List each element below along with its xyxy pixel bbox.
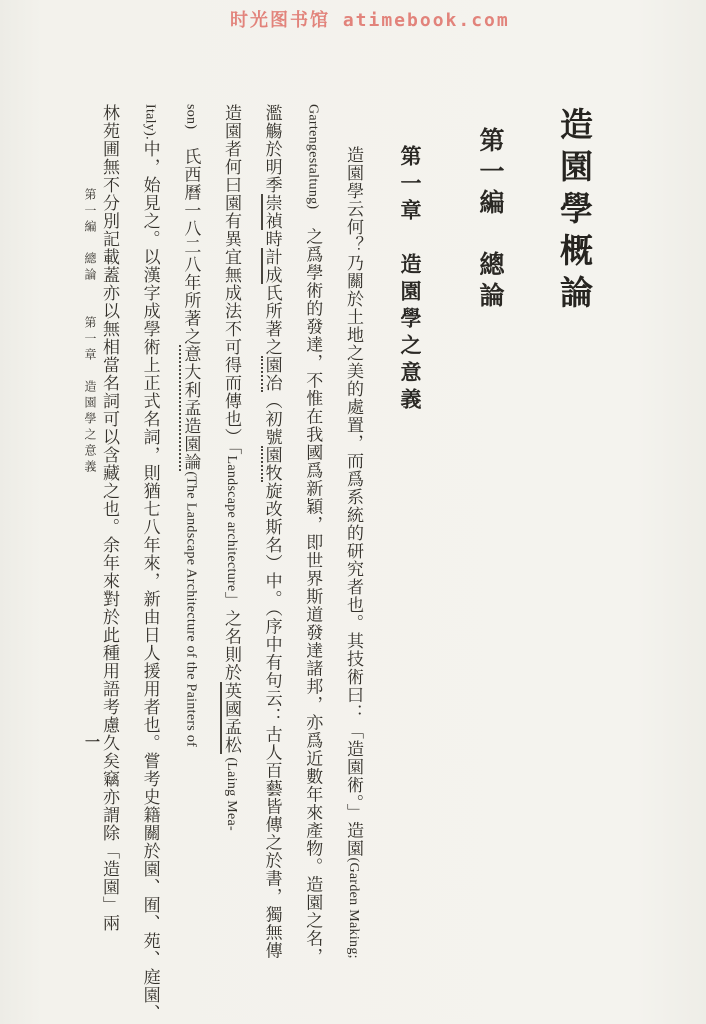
text-segment: (Laing Mea- bbox=[223, 753, 239, 831]
body-column bbox=[177, 104, 203, 1024]
text-segment: 濫觴於明季 bbox=[262, 104, 282, 194]
text-segment: 時 bbox=[262, 230, 282, 248]
text-segment: 」之名則於 bbox=[221, 591, 241, 682]
body-text bbox=[96, 104, 366, 1024]
text-segment-book-noun: 園冶 bbox=[262, 356, 282, 392]
text-segment: Gartengestaltung) bbox=[305, 104, 321, 210]
text-segment: 造園學云何？乃關於土地之美的處置，而爲系統的研究者也。其技術曰：「造園術。」造園 bbox=[343, 146, 363, 858]
body-column bbox=[340, 104, 366, 1024]
body-column bbox=[218, 104, 244, 1024]
text-segment: (The Landscape Architecture of the Painters of bbox=[183, 471, 199, 748]
part-heading: 第一編 總論 bbox=[476, 127, 503, 313]
text-segment-proper-noun: 崇禎 bbox=[262, 194, 282, 230]
running-title: 第一編 總論 第一章 造園學之意義 bbox=[83, 188, 97, 476]
text-segment: (Garden Making; bbox=[345, 857, 361, 959]
text-segment: Landscape architecture bbox=[223, 455, 239, 592]
book-title: 造園學概論 bbox=[555, 107, 591, 317]
text-segment: 氏所著之 bbox=[262, 284, 282, 356]
text-segment: 旋改斯名）中。（序中有句云：古人百藝皆傳之於書，獨無傳 bbox=[262, 482, 282, 960]
page-number: 一 bbox=[83, 734, 99, 749]
text-segment: （初號 bbox=[262, 392, 282, 446]
body-column bbox=[137, 104, 163, 1024]
text-segment: 之爲學術的發達，不惟在我國爲新穎，即世界斯道發達諸邦，亦爲近數年來產物。造園之名， bbox=[303, 209, 323, 966]
text-segment-proper-noun: 英國 bbox=[221, 681, 241, 718]
text-segment-book-noun: 意大利孟造園論 bbox=[181, 345, 201, 472]
text-segment: son) bbox=[183, 104, 199, 130]
body-column bbox=[259, 104, 285, 1024]
text-segment-book-noun: 園牧 bbox=[262, 446, 282, 482]
body-column bbox=[299, 104, 325, 1024]
text-segment: Italy). bbox=[142, 104, 158, 140]
text-segment-proper-noun: 孟松 bbox=[221, 717, 241, 754]
text-segment: 氏西曆一八二八年所著之 bbox=[181, 129, 201, 346]
text-segment: 林苑圃無不分別記載蓋亦以無相當名詞可以含藏之也。余年來對於此種用語考慮久矣竊亦謂除「造園」兩 bbox=[100, 104, 119, 932]
body-column bbox=[96, 104, 122, 1024]
text-segment: 造園者何曰園有異宜無成法不可得而傳也）「 bbox=[221, 104, 241, 456]
chapter-heading: 第一章 造園學之意義 bbox=[398, 145, 422, 415]
library-watermark: 时光图书馆 atimebook.com bbox=[230, 10, 510, 31]
text-segment: 中，始見之。以漢字成學術上正式名詞，則猶七八年來，新由日人援用者也。嘗考史籍關於園、囿、苑、庭園、 bbox=[140, 139, 160, 1022]
text-segment-proper-noun: 計成 bbox=[262, 248, 282, 284]
